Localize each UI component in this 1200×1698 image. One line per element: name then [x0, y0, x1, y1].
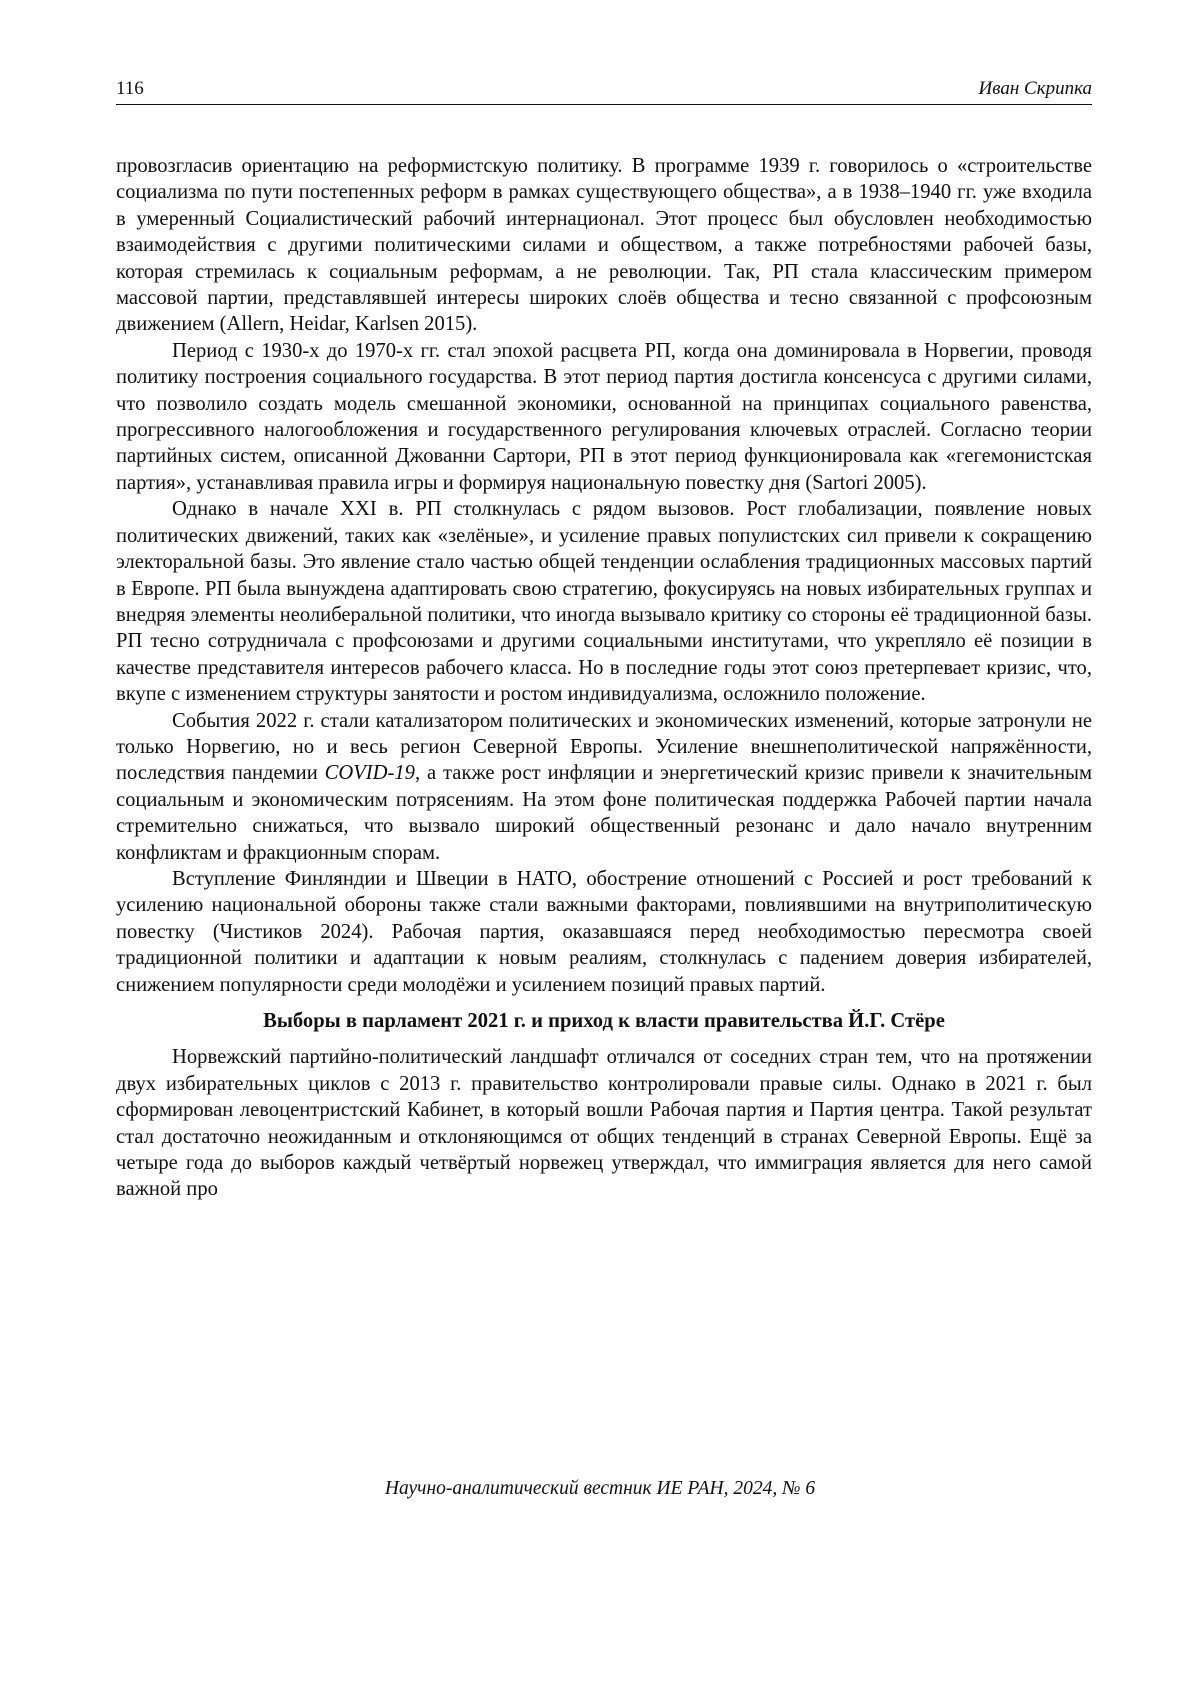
paragraph-4-part-2: , а также рост инфляции и энергетический кризис привели к значительным социальным и экономическим потрясениям. На этом фоне политическая поддержка Рабочей партии начала стремительно снижаться, что вызвало широкий общественный резонанс и дало начало внутренним конфликтам и фракционным спорам. [116, 762, 1092, 864]
journal-footer: Научно-аналитический вестник ИЕ РАН, 2024, № 6 [384, 1478, 816, 1499]
paragraph-6: Норвежский партийно-политический ландшафт отличался от соседних стран тем, что на протяжении двух избирательных циклов с 2013 г. правительство контролировали правые силы. Однако в 2021 г. был сформирован левоцентристский Кабинет, в который вошли Рабочая партия и Партия центра. Такой результат стал достаточно неожиданным и отклоняющимся от общих тенденций в странах Северной Европы. Ещё за четыре года до выборов каждый четвёртый норвежец утверждал, что иммиграция является для него самой важной про [116, 1046, 1092, 1201]
author-name: Иван Скрипка [978, 78, 1092, 99]
paragraph-4-part-1: События 2022 г. стали катализатором политических и экономических изменений, которые затронули не только Норвегию, но и весь регион Северной Европы. Усиление внешнеполитической напряжённости, последствия пандемии [116, 709, 1092, 785]
paragraph-5: Вступление Финляндии и Швеции в НАТО, обострение отношений с Россией и рост требований к усилению национальной обороны также стали важными факторами, повлиявшими на внутриполитическую повестку (Чистиков 2024). Рабочая партия, оказавшаяся перед необходимостью пересмотра своей традиционной политики и адаптации к новым реалиям, столкнулась с падением доверия избирателей, снижением популярности среди молодёжи и усилением позиций правых партий. [116, 867, 1092, 996]
page [116, 78, 1092, 1203]
page-number: 116 [116, 78, 144, 99]
paragraph-4-covid-term: COVID-19 [324, 762, 415, 785]
article-body [116, 153, 1092, 1203]
running-head [116, 78, 1092, 105]
paragraph-3: Однако в начале XXI в. РП столкнулась с рядом вызовов. Рост глобализации, появление новых политических движений, таких как «зелёные», и усиление правых популистских сил привели к сокращению электоральной базы. Это явление стало частью общей тенденции ослабления традиционных массовых партий в Европе. РП была вынуждена адаптировать свою стратегию, фокусируясь на новых избирательных группах и внедряя элементы неолиберальной политики, что иногда вызывало критику со стороны её традиционной базы. РП тесно сотрудничала с профсоюзами и другими социальными институтами, что укрепляло её позиции в качестве представителя интересов рабочего класса. Но в последние годы этот союз претерпевает кризис, что, вкупе с изменением структуры занятости и ростом индивидуализма, осложнило положение. [116, 498, 1092, 706]
paragraph-1: провозгласив ориентацию на реформистскую политику. В программе 1939 г. говорилось о «строительстве социализма по пути постепенных реформ в рамках существующего общества», а в 1938–1940 гг. уже входила в умеренный Социалистический рабочий интернационал. Этот процесс был обусловлен необходимостью взаимодействия с другими политическими силами и обществом, а также потребностями рабочей базы, которая стремилась к социальным реформам, а не революции. Так, РП стала классическим примером массовой партии, представлявшей интересы широких слоёв общества и тесно связанной с профсоюзным движением (Allern, Heidar, Karlsen 2015). [116, 155, 1092, 336]
section-heading: Выборы в парламент 2021 г. и приход к власти правительства Й.Г. Стёре [263, 1010, 945, 1032]
paragraph-2: Период с 1930-х до 1970-х гг. стал эпохой расцвета РП, когда она доминировала в Норвегии, проводя политику построения социального государства. В этот период партия достигла консенсуса с другими силами, что позволило создать модель смешанной экономики, основанной на принципах социального равенства, прогрессивного налогообложения и государственного регулирования ключевых отраслей. Согласно теории партийных систем, описанной Джованни Сартори, РП в этот период функционировала как «гегемонистская партия», устанавливая правила игры и формируя национальную повестку дня (Sartori 2005). [116, 339, 1092, 494]
paragraph-4 [116, 708, 1092, 866]
